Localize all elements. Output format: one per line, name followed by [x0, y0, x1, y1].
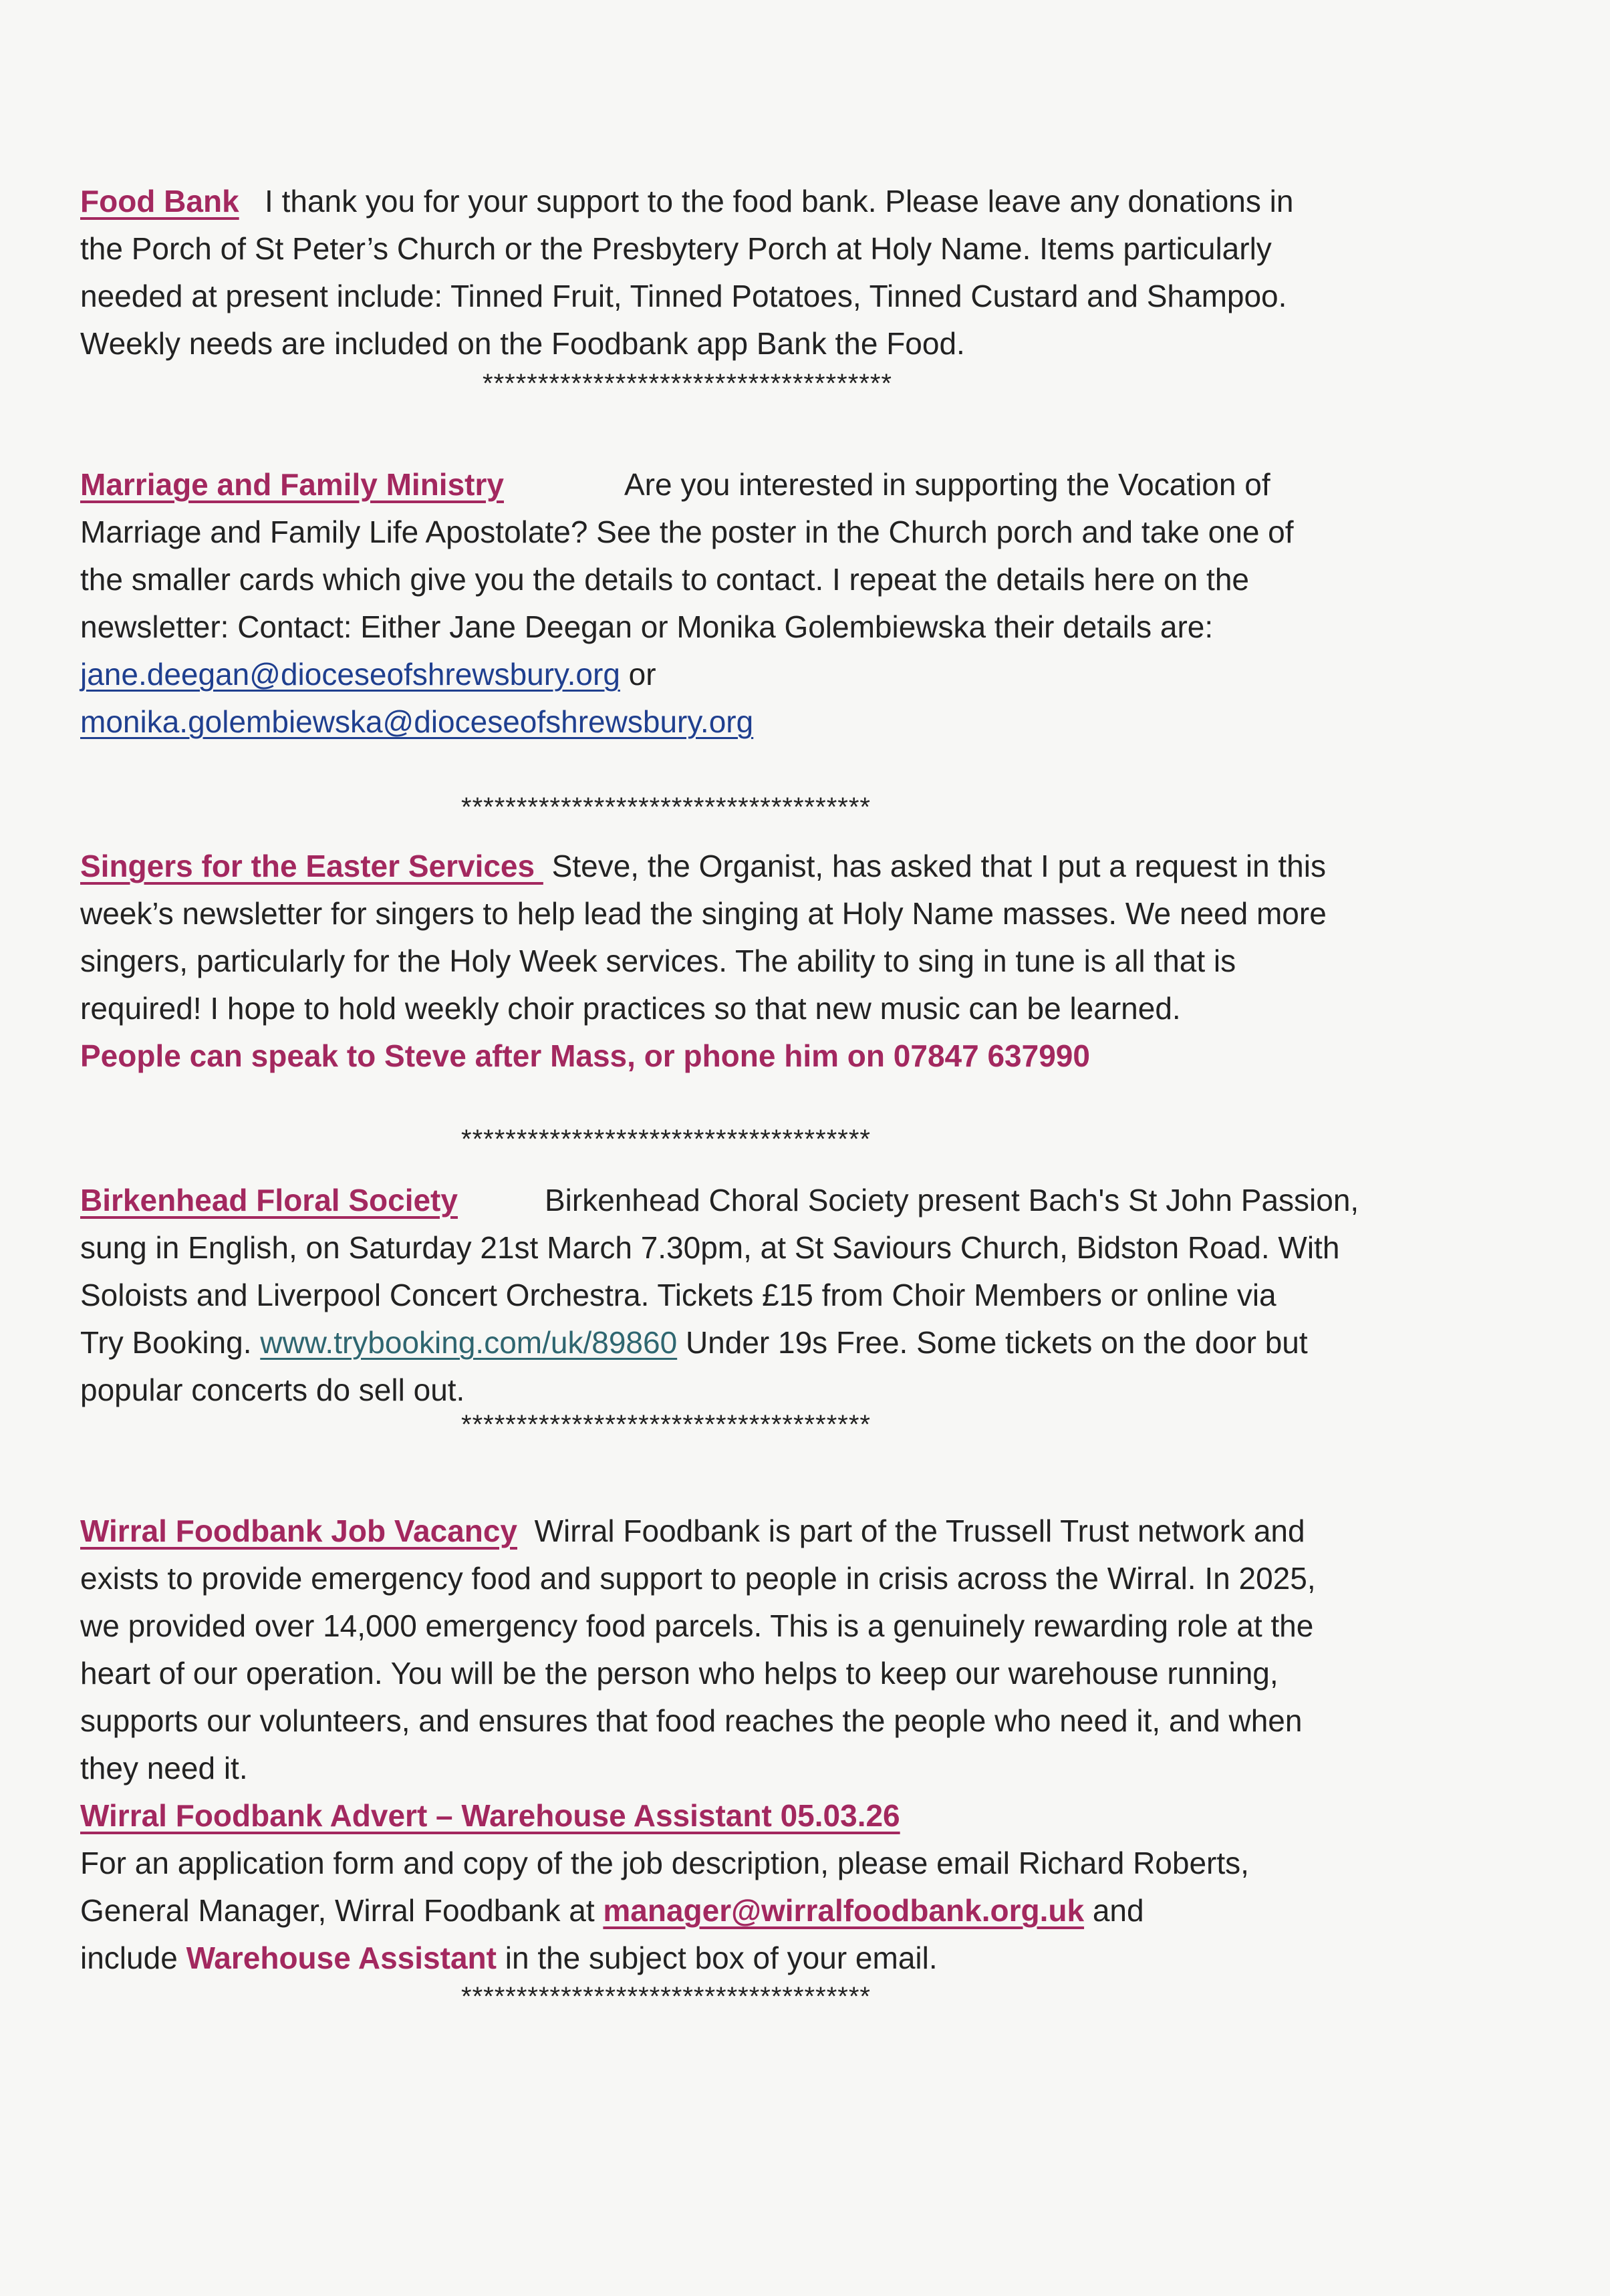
body-text: the smaller cards which give you the details to contact. I repeat the details here on the — [80, 562, 1249, 597]
separator: ************************************* — [461, 793, 871, 822]
vacancy-section — [80, 1508, 1551, 1982]
vacancy-heading: Wirral Foodbank Job Vacancy — [80, 1514, 517, 1548]
marriage-section — [80, 461, 1551, 746]
singers-contact: People can speak to Steve after Mass, or phone him on 07847 637990 — [80, 1038, 1090, 1073]
body-text: For an application form and copy of the job description, please email Richard Roberts, — [80, 1846, 1249, 1880]
singers-heading: Singers for the Easter Services — [80, 849, 543, 883]
marriage-heading: Marriage and Family Ministry — [80, 467, 504, 502]
body-text: I thank you for your support to the food bank. Please leave any donations in — [265, 184, 1294, 219]
trybooking-link[interactable]: www.trybooking.com/uk/89860 — [260, 1325, 678, 1360]
body-text: include — [80, 1941, 186, 1975]
body-text: popular concerts do sell out. — [80, 1373, 465, 1407]
body-text: we provided over 14,000 emergency food parcels. This is a genuinely rewarding role at the — [80, 1608, 1314, 1643]
body-text: newsletter: Contact: Either Jane Deegan or Monika Golembiewska their details are: — [80, 609, 1214, 644]
floral-heading: Birkenhead Floral Society — [80, 1183, 458, 1217]
body-text: in the subject box of your email. — [496, 1941, 938, 1975]
body-text: or — [620, 657, 656, 692]
body-text: supports our volunteers, and ensures that food reaches the people who need it, and when — [80, 1703, 1303, 1738]
body-text: sung in English, on Saturday 21st March 7.30pm, at St Saviours Church, Bidston Road. With — [80, 1230, 1340, 1265]
separator: ************************************* — [461, 1125, 871, 1154]
singers-section — [80, 843, 1551, 1080]
food-bank-section — [80, 178, 1551, 368]
body-text: Are you interested in supporting the Vocation of — [624, 467, 1270, 502]
body-text: Soloists and Liverpool Concert Orchestra. Tickets £15 from Choir Members or online via — [80, 1278, 1277, 1312]
floral-section — [80, 1177, 1551, 1414]
body-text: Try Booking. — [80, 1325, 261, 1360]
body-text: Steve, the Organist, has asked that I put a request in this — [551, 849, 1326, 883]
body-text: heart of our operation. You will be the person who helps to keep our warehouse running, — [80, 1656, 1279, 1691]
body-text: Weekly needs are included on the Foodbank app Bank the Food. — [80, 326, 965, 361]
body-text: General Manager, Wirral Foodbank at — [80, 1893, 603, 1928]
advert-link[interactable]: Wirral Foodbank Advert – Warehouse Assistant 05.03.26 — [80, 1798, 900, 1833]
body-text: week’s newsletter for singers to help lead the singing at Holy Name masses. We need more — [80, 896, 1327, 931]
separator: ************************************* — [483, 369, 892, 398]
body-text: and — [1084, 1893, 1144, 1928]
body-text: exists to provide emergency food and support to people in crisis across the Wirral. In 2025, — [80, 1561, 1316, 1596]
food-bank-heading: Food Bank — [80, 184, 239, 219]
separator: ************************************* — [461, 1982, 871, 2011]
body-text: the Porch of St Peter’s Church or the Presbytery Porch at Holy Name. Items particularly — [80, 231, 1272, 266]
body-text: Birkenhead Choral Society present Bach's St John Passion, — [544, 1183, 1359, 1217]
manager-email-link[interactable]: manager@wirralfoodbank.org.uk — [603, 1893, 1085, 1928]
body-text: Marriage and Family Life Apostolate? See the poster in the Church porch and take one of — [80, 515, 1294, 549]
subject-highlight: Warehouse Assistant — [186, 1941, 497, 1975]
body-text: they need it. — [80, 1751, 248, 1785]
body-text: needed at present include: Tinned Fruit, Tinned Potatoes, Tinned Custard and Shampoo. — [80, 279, 1287, 313]
body-text: Under 19s Free. Some tickets on the door but — [677, 1325, 1308, 1360]
email-link-jane[interactable]: jane.deegan@dioceseofshrewsbury.org — [80, 657, 620, 692]
body-text: Wirral Foodbank is part of the Trussell Trust network and — [534, 1514, 1305, 1548]
body-text: singers, particularly for the Holy Week services. The ability to sing in tune is all that is — [80, 944, 1236, 978]
separator: ************************************* — [461, 1410, 871, 1439]
email-link-monika[interactable]: monika.golembiewska@dioceseofshrewsbury.org — [80, 704, 754, 739]
body-text: required! I hope to hold weekly choir practices so that new music can be learned. — [80, 991, 1181, 1026]
